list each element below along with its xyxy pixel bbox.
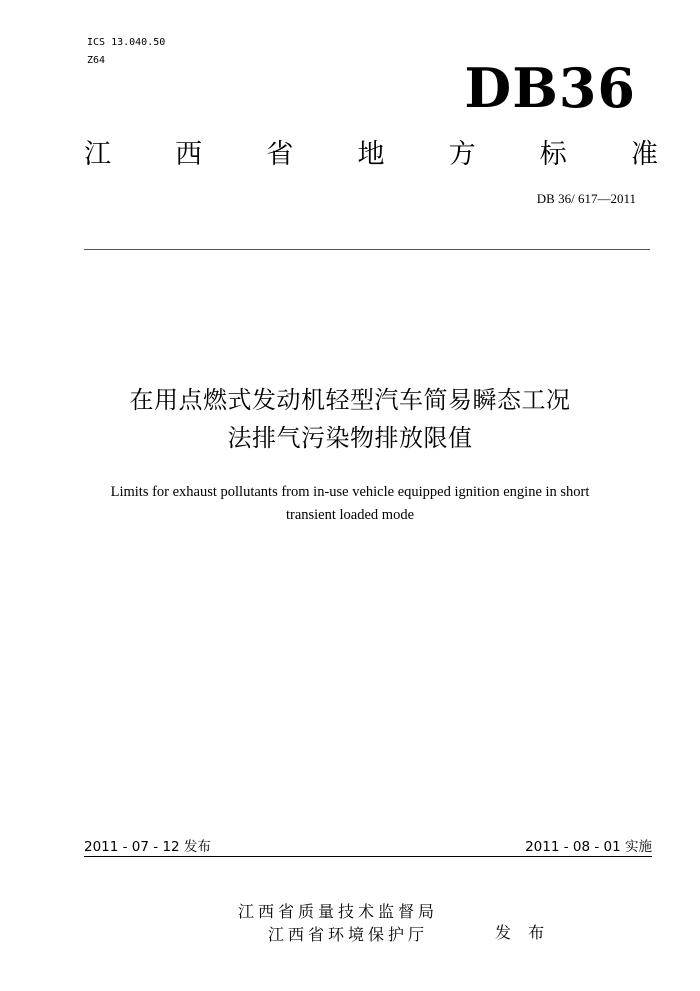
standard-type-heading: [84, 135, 658, 175]
title-zh-line1: 在用点燃式发动机轻型汽车简易瞬态工况: [129, 386, 571, 414]
standard-type-char: 省: [266, 139, 294, 170]
ics-code: ICS 13.040.50: [87, 37, 166, 48]
standard-type-char: 西: [175, 139, 203, 170]
classification-code: Z64: [87, 55, 106, 66]
issue-label: 发 布: [495, 923, 551, 942]
title-zh-line2: 法排气污染物排放限值: [227, 424, 473, 452]
standard-logo: DB36: [464, 56, 636, 120]
standard-type-char: 方: [448, 139, 476, 170]
title-en-line2: transient loaded mode: [285, 507, 415, 523]
footer-divider: [84, 856, 652, 857]
issuer-environment-dept: 江西省环境保护厅: [268, 925, 429, 944]
standard-type-char: 准: [630, 139, 658, 170]
issuer-quality-bureau: 江西省质量技术监督局: [238, 902, 439, 921]
title-en-line1: Limits for exhaust pollutants from in-use vehicle equipped ignition engine in short: [110, 484, 590, 500]
header-divider: [84, 249, 650, 250]
standard-number: DB 36/ 617—2011: [536, 191, 636, 206]
standard-type-char: 标: [539, 139, 567, 170]
standard-type-char: 地: [357, 139, 385, 170]
issue-date: 2011 - 07 - 12 发布: [84, 839, 211, 855]
standard-type-char: 江: [84, 139, 111, 170]
implementation-date: 2011 - 08 - 01 实施: [525, 839, 652, 855]
